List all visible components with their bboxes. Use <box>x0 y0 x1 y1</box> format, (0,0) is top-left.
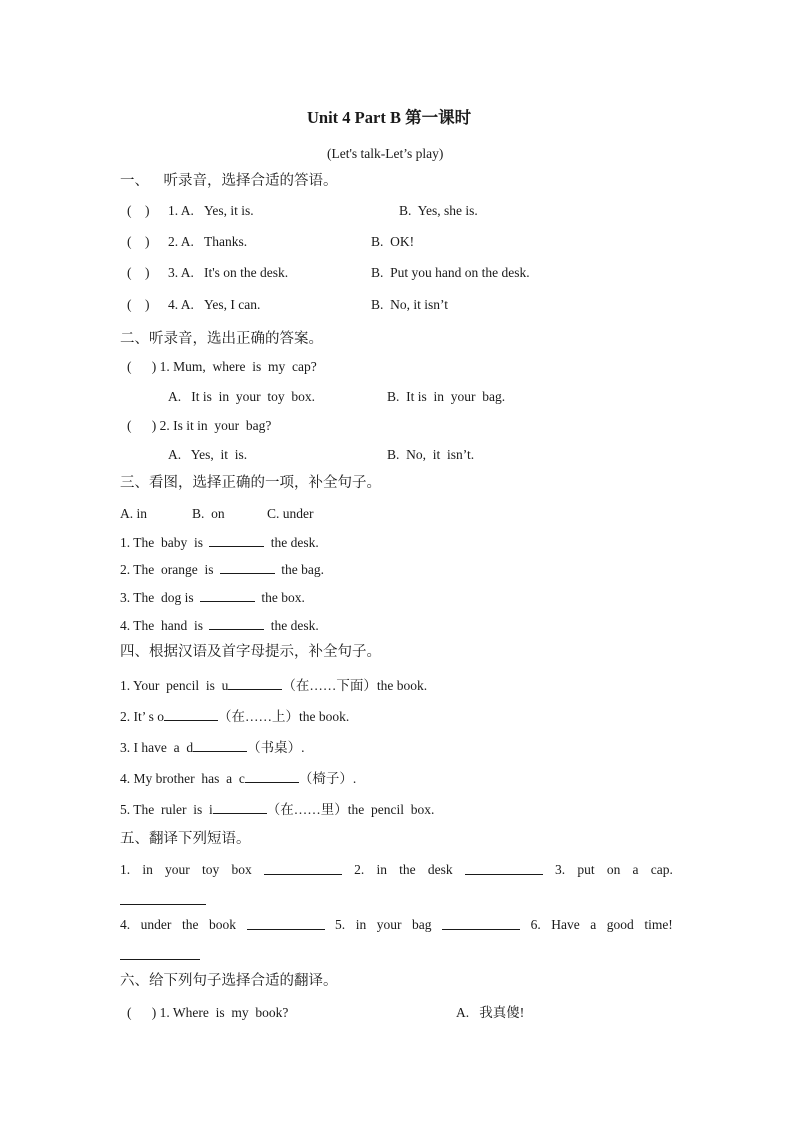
word: desk <box>427 862 453 877</box>
word: box <box>231 862 252 877</box>
section-4-heading: 四、根据汉语及首字母提示，补全句子。 <box>120 644 381 660</box>
word: in <box>355 917 367 932</box>
option-b: B. Put you hand on the desk. <box>371 265 530 280</box>
section-5-row-2 <box>120 916 673 934</box>
page-title: Unit 4 Part B 第一课时 <box>307 108 472 127</box>
word: a <box>590 917 597 932</box>
option-b: B. Yes, she is. <box>399 203 478 218</box>
section-4-item-4 <box>120 769 356 788</box>
word: Have <box>551 917 580 932</box>
sentence-end: the book. <box>376 678 428 693</box>
item-number: 3. A. <box>168 265 194 280</box>
option-a: Thanks. <box>204 234 248 249</box>
sentence-start: 2. It’ s o <box>120 709 164 724</box>
word: on <box>606 862 621 877</box>
section-3-heading: 三、看图，选择正确的一项，补全句子。 <box>120 475 381 491</box>
answer-blank[interactable] <box>442 916 520 930</box>
sentence-start: 1. The baby is <box>120 535 203 550</box>
answer-blank[interactable] <box>209 616 264 630</box>
word: 6. <box>530 917 541 932</box>
word: your <box>376 917 402 932</box>
word: good <box>606 917 634 932</box>
section-3-item-4 <box>120 616 319 635</box>
option-b: B. It is in your bag. <box>387 389 506 404</box>
answer-blank[interactable] <box>465 861 543 875</box>
word: 2. <box>354 862 365 877</box>
option-b: B. No, it isn’t <box>371 297 449 312</box>
word: book <box>208 917 236 932</box>
choice-b: B. on <box>192 506 225 521</box>
answer-blank[interactable] <box>164 707 218 721</box>
item-number: 4. A. <box>168 297 194 312</box>
word: put <box>577 862 595 877</box>
option-a: A. It is in your toy box. <box>168 389 315 404</box>
section-5-row-1 <box>120 861 673 879</box>
answer-paren: ( ) <box>127 265 150 280</box>
option-a: Yes, I can. <box>204 297 261 312</box>
sentence-end: the pencil box. <box>347 802 435 817</box>
sentence-end: the desk. <box>270 535 319 550</box>
option-a: A. Yes, it is. <box>168 447 248 462</box>
option-b: B. No, it isn’t. <box>387 447 475 462</box>
word: time! <box>644 917 673 932</box>
word: cap. <box>650 862 673 877</box>
word: in <box>376 862 387 877</box>
sentence-start: 2. The orange is <box>120 562 214 577</box>
section-6-heading: 六、给下列句子选择合适的翻译。 <box>120 973 338 989</box>
word: a <box>632 862 639 877</box>
section-3-item-1 <box>120 533 319 552</box>
option-b: B. OK! <box>371 234 415 249</box>
item-number: 1. A. <box>168 203 194 218</box>
answer-blank[interactable] <box>120 903 206 905</box>
page-subtitle: (Let's talk-Let’s play) <box>327 146 444 161</box>
chinese-hint: （书桌）. <box>247 740 305 755</box>
word: toy <box>202 862 220 877</box>
sentence-start: 5. The ruler is i <box>120 802 213 817</box>
option-a: Yes, it is. <box>204 203 254 218</box>
word: 3. <box>555 862 566 877</box>
word: 5. <box>335 917 346 932</box>
word: the <box>399 862 416 877</box>
section-5-heading: 五、翻译下列短语。 <box>120 831 251 847</box>
section-4-item-5 <box>120 800 434 819</box>
section-4-item-1 <box>120 676 427 695</box>
answer-blank[interactable] <box>193 738 247 752</box>
section-4-item-3 <box>120 738 304 757</box>
word: bag <box>412 917 432 932</box>
question: ( ) 2. Is it in your bag? <box>127 418 272 433</box>
answer-blank[interactable] <box>200 588 255 602</box>
answer-blank[interactable] <box>220 560 275 574</box>
choice-a: A. in <box>120 506 147 521</box>
answer-blank[interactable] <box>264 861 342 875</box>
word: your <box>165 862 190 877</box>
answer-blank[interactable] <box>213 800 267 814</box>
option-a: A. 我真傻! <box>456 1005 525 1020</box>
sentence-end: the desk. <box>270 618 319 633</box>
word: the <box>181 917 199 932</box>
answer-paren: ( ) <box>127 203 150 218</box>
answer-blank[interactable] <box>120 958 200 960</box>
answer-paren: ( ) <box>127 234 150 249</box>
section-4-item-2 <box>120 707 349 726</box>
answer-blank[interactable] <box>247 916 325 930</box>
answer-blank[interactable] <box>228 676 282 690</box>
section-2-heading: 二、听录音，选出正确的答案。 <box>120 331 323 347</box>
sentence-end: the book. <box>299 709 350 724</box>
answer-blank[interactable] <box>209 533 264 547</box>
word: 4. <box>120 917 131 932</box>
sentence-start: 3. I have a d <box>120 740 194 755</box>
item-number: 2. A. <box>168 234 194 249</box>
section-3-item-3 <box>120 588 305 607</box>
answer-paren: ( ) <box>127 297 150 312</box>
sentence-end: the bag. <box>281 562 324 577</box>
sentence-end: the box. <box>261 590 305 605</box>
sentence-start: 4. My brother has a c <box>120 771 245 786</box>
sentence-start: 4. The hand is <box>120 618 203 633</box>
chinese-hint: （在……上） <box>218 709 299 724</box>
word: under <box>140 917 172 932</box>
choice-c: C. under <box>267 506 314 521</box>
sentence-start: 3. The dog is <box>120 590 194 605</box>
section-1-heading: 一、 听录音，选择合适的答语。 <box>120 173 338 189</box>
option-a: It's on the desk. <box>204 265 289 280</box>
chinese-hint: （在……下面） <box>282 678 377 693</box>
chinese-hint: （椅子）. <box>298 771 357 786</box>
word: in <box>142 862 153 877</box>
sentence-start: 1. Your pencil is u <box>120 678 229 693</box>
word: 1. <box>120 862 131 877</box>
chinese-hint: （在……里） <box>266 802 348 817</box>
question: ( ) 1. Mum, where is my cap? <box>127 359 317 374</box>
section-3-item-2 <box>120 560 324 579</box>
answer-blank[interactable] <box>245 769 299 783</box>
question: ( ) 1. Where is my book? <box>127 1005 289 1020</box>
